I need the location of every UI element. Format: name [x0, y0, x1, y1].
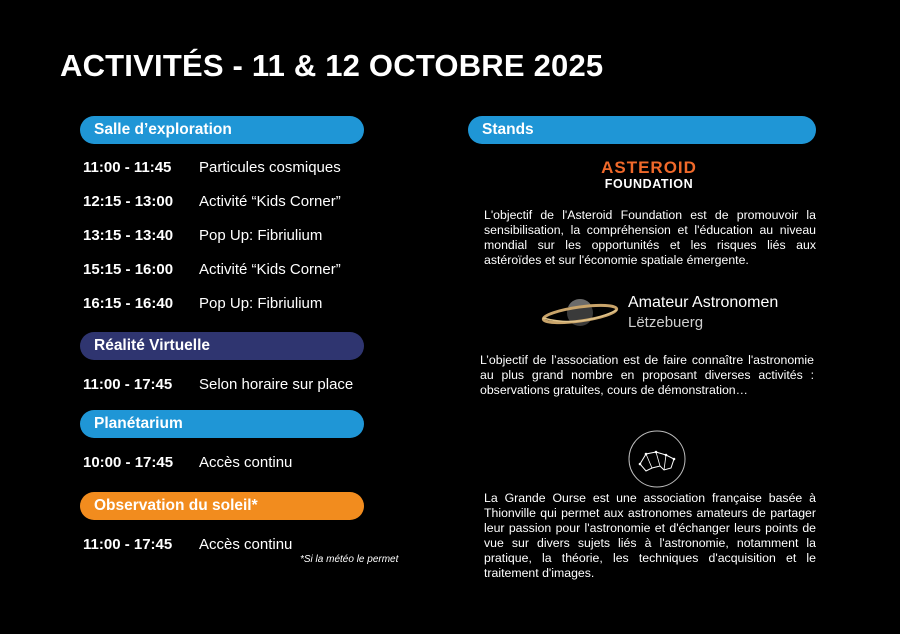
schedule-row: [83, 454, 292, 471]
asteroid-logo-line2: FOUNDATION: [604, 177, 694, 191]
schedule-row: [83, 193, 341, 210]
schedule-time: 15:15 - 16:00: [83, 261, 174, 278]
amateur-astronomen-logo: [540, 290, 800, 336]
grande-ourse-description: La Grande Ourse est une association française basée à Thionville qui permet aux astronomes amateurs de partager leur passion pour l'astronomie et d'échanger leurs points de vue sur divers sujets liés à l'astronomie, notamment la pratique, la théorie, les techniques d'acquisition et le traitement d'images.: [484, 491, 816, 580]
schedule-row: [83, 159, 341, 176]
aal-logo-line1: Amateur Astronomen: [628, 294, 779, 311]
schedule-label: Pop Up: Fibriulium: [199, 295, 323, 312]
schedule-row: [83, 536, 292, 553]
schedule-time: 10:00 - 17:45: [83, 454, 174, 471]
schedule-label: Accès continu: [199, 536, 293, 553]
sun-heading: Observation du soleil*: [80, 492, 364, 520]
stands-heading: Stands: [468, 116, 816, 144]
exploration-heading: Salle d’exploration: [80, 116, 364, 144]
schedule-time: 16:15 - 16:40: [83, 295, 174, 312]
saturn-icon: [540, 290, 620, 336]
vr-heading: Réalité Virtuelle: [80, 332, 364, 360]
schedule-time: 13:15 - 13:40: [83, 227, 174, 244]
page-title: ACTIVITÉS - 11 & 12 OCTOBRE 2025: [60, 48, 604, 83]
schedule-time: 11:00 - 11:45: [83, 159, 172, 176]
schedule-time: 11:00 - 17:45: [83, 536, 173, 553]
schedule-time: 11:00 - 17:45: [83, 376, 173, 393]
schedule-label: Particules cosmiques: [199, 159, 341, 176]
grande-ourse-logo: [626, 428, 688, 490]
schedule-time: 12:15 - 13:00: [83, 193, 174, 210]
planetarium-heading: Planétarium: [80, 410, 364, 438]
asteroid-description: L'objectif de l'Asteroid Foundation est de promouvoir la sensibilisation, la compréhension et l'éducation au niveau mondial sur les opportunités et les risques liés aux astéroïdes et sur l'économie spatiale émergente.: [484, 208, 816, 267]
asteroid-foundation-logo: [580, 158, 718, 191]
aal-logo-line2: Lëtzebuerg: [628, 314, 704, 331]
schedule-label: Selon horaire sur place: [199, 376, 354, 393]
schedule-label: Activité “Kids Corner”: [199, 193, 341, 210]
schedule-label: Activité “Kids Corner”: [199, 261, 341, 278]
schedule-row: [83, 227, 322, 244]
schedule-row: [83, 261, 341, 278]
bear-constellation-icon: [626, 428, 688, 490]
weather-note: *Si la météo le permet: [300, 554, 399, 565]
asteroid-logo-line1: ASTEROID: [601, 158, 697, 177]
schedule-label: Accès continu: [199, 454, 293, 471]
schedule-row: [83, 376, 353, 393]
schedule-label: Pop Up: Fibriulium: [199, 227, 323, 244]
aal-description: L’objectif de l’association est de faire connaître l'astronomie au plus grand nombre en proposant diverses activités : observations gratuites, cours de démonstration…: [480, 353, 814, 397]
schedule-row: [83, 295, 322, 312]
